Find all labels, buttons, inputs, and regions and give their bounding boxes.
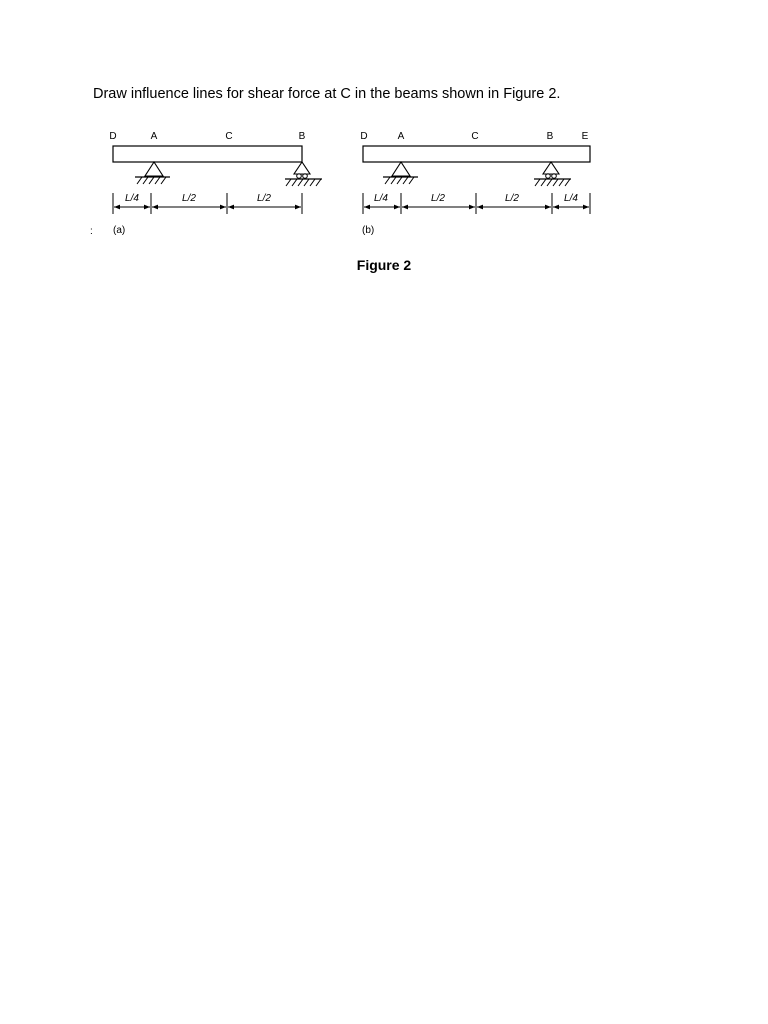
beam-b-point-e: E <box>581 131 589 142</box>
beam-a-dim-ac: L/2 <box>182 193 196 204</box>
beam-a-point-d: D <box>109 131 117 142</box>
figure-2-diagram <box>90 118 630 253</box>
stray-mark: : <box>90 226 93 237</box>
beam-a-pin-support <box>135 162 170 184</box>
beam-a-dim-cb: L/2 <box>257 193 271 204</box>
question-text: Draw influence lines for shear force at C in the beams shown in Figure 2. <box>93 86 561 102</box>
beam-b-pin-support <box>383 162 418 184</box>
beam-b-point-c: C <box>471 131 479 142</box>
beam-a-group <box>90 131 322 237</box>
beam-b-dim-ac: L/2 <box>431 193 445 204</box>
beam-a-point-a: A <box>150 131 158 142</box>
beam-a <box>113 146 302 162</box>
beam-b <box>363 146 590 162</box>
beam-b-roller-support <box>534 162 571 186</box>
beam-a-point-b: B <box>298 131 306 142</box>
beam-b-dim-cb: L/2 <box>505 193 519 204</box>
beam-a-roller-support <box>285 162 322 186</box>
beam-a-sublabel: (a) <box>113 225 126 236</box>
beam-b-point-a: A <box>397 131 405 142</box>
beam-a-point-c: C <box>225 131 233 142</box>
figure-caption: Figure 2 <box>356 257 412 273</box>
beam-b-dim-da: L/4 <box>374 193 388 204</box>
beam-b-point-b: B <box>546 131 554 142</box>
beam-a-dimensions <box>113 193 302 214</box>
beam-b-dim-be: L/4 <box>564 193 578 204</box>
beam-b-group <box>360 131 590 236</box>
beam-b-point-d: D <box>360 131 368 142</box>
beam-b-dimensions <box>363 193 590 214</box>
beam-a-dim-da: L/4 <box>125 193 139 204</box>
beam-b-sublabel: (b) <box>362 225 375 236</box>
